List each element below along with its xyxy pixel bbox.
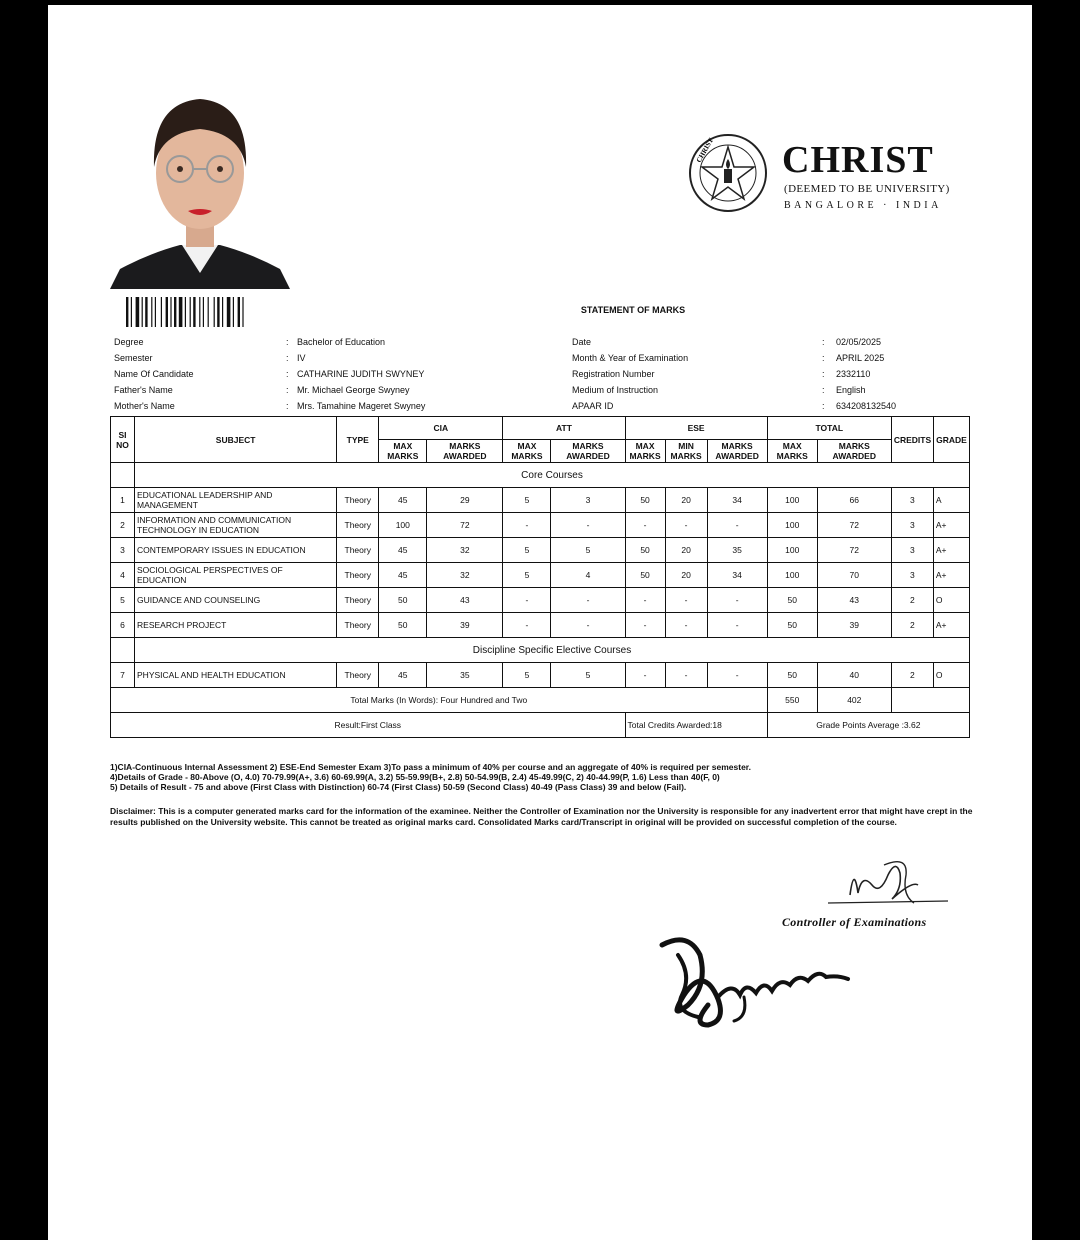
cell-tot-awd: 43 (817, 588, 891, 613)
category-label: Core Courses (135, 463, 970, 488)
cell-grade: A (933, 488, 969, 513)
cell-cia-awd: 39 (427, 613, 503, 638)
info-label: Registration Number (572, 369, 655, 379)
cell-subject: SOCIOLOGICAL PERSPECTIVES OF EDUCATION (135, 563, 337, 588)
cell-type: Theory (337, 513, 379, 538)
info-value: IV (297, 353, 306, 363)
cell-att-awd: - (551, 588, 625, 613)
cell-cia-max: 45 (379, 563, 427, 588)
cell-cia-awd: 29 (427, 488, 503, 513)
cell-ese-awd: - (707, 613, 767, 638)
cell-att-awd: 4 (551, 563, 625, 588)
info-value: 2332110 (836, 369, 871, 379)
cell-tot-awd: 72 (817, 538, 891, 563)
info-value: 02/05/2025 (836, 337, 882, 347)
cell-ese-min: 20 (665, 538, 707, 563)
info-label: Date (572, 337, 592, 347)
info-label: Father's Name (114, 385, 173, 395)
category-row (111, 463, 970, 488)
info-label: Semester (114, 353, 153, 363)
controller-label: Controller of Examinations (782, 915, 927, 929)
cell-att-awd: 5 (551, 663, 625, 688)
cell-ese-max: 50 (625, 538, 665, 563)
header-grade: GRADE (933, 417, 969, 463)
cell-no: 3 (111, 538, 135, 563)
cell-subject: PHYSICAL AND HEALTH EDUCATION (135, 663, 337, 688)
total-marks-words: Total Marks (In Words): Four Hundred and Two (111, 688, 768, 713)
table-header-row (111, 417, 970, 440)
seal-icon (688, 129, 768, 219)
marks-table (110, 416, 970, 738)
note-line: 1)CIA-Continuous Internal Assessment 2) ESE-End Semester Exam 3)To pass a minimum of 40% per course and an aggregate of 40% is required per semester. (110, 762, 751, 772)
cell-att-max: - (503, 513, 551, 538)
disclaimer: Disclaimer: This is a computer generated marks card for the information of the examinee. Neither the Controller of Examination nor the University is responsible for any inadvertent error that might have crept in the results published on the University website. This cannot be treated as original marks card. Consolidated Marks card/Transcript in original will be provided on successful completion of the course. (110, 806, 973, 827)
total-marks-awarded: 402 (817, 688, 891, 713)
cell-tot-max: 50 (767, 588, 817, 613)
table-row (111, 613, 970, 638)
university-location: BANGALORE · INDIA (784, 200, 942, 211)
cell-tot-awd: 40 (817, 663, 891, 688)
info-value: 634208132540 (836, 401, 897, 411)
info-value: Bachelor of Education (297, 337, 386, 347)
cell-type: Theory (337, 588, 379, 613)
empty-cell (891, 688, 969, 713)
separator-colon: : (822, 369, 825, 379)
separator-colon: : (286, 337, 289, 347)
table-row (111, 488, 970, 513)
info-label: Mother's Name (114, 401, 175, 411)
cell-att-max: 5 (503, 663, 551, 688)
separator-colon: : (286, 401, 289, 411)
cell-ese-awd: 34 (707, 563, 767, 588)
table-row (111, 513, 970, 538)
info-value: Mr. Michael George Swyney (297, 385, 410, 395)
cell-grade: A+ (933, 613, 969, 638)
cell-att-max: - (503, 613, 551, 638)
category-row (111, 638, 970, 663)
header-ese-max: MAX MARKS (625, 440, 665, 463)
header-ese: ESE (625, 417, 767, 440)
cell-no: 5 (111, 588, 135, 613)
cell-ese-min: 20 (665, 488, 707, 513)
university-name: CHRIST (782, 139, 934, 181)
table-row (111, 538, 970, 563)
cell-tot-awd: 72 (817, 513, 891, 538)
cell-att-awd: - (551, 613, 625, 638)
cell-type: Theory (337, 563, 379, 588)
cell-grade: A+ (933, 563, 969, 588)
header-cia-awarded: MARKS AWARDED (427, 440, 503, 463)
cell-tot-max: 100 (767, 488, 817, 513)
total-credits: Total Credits Awarded:18 (625, 713, 767, 738)
cell-cia-max: 50 (379, 613, 427, 638)
cell-credits: 3 (891, 563, 933, 588)
cell-att-max: 5 (503, 563, 551, 588)
header-total-awarded: MARKS AWARDED (817, 440, 891, 463)
total-max-marks: 550 (767, 688, 817, 713)
cell-tot-max: 50 (767, 613, 817, 638)
cell-tot-awd: 70 (817, 563, 891, 588)
info-label: Name Of Candidate (114, 369, 194, 379)
info-value: Mrs. Tamahine Mageret Swyney (297, 401, 426, 411)
cell-cia-max: 45 (379, 488, 427, 513)
cell-ese-min: - (665, 588, 707, 613)
cell-ese-min: - (665, 513, 707, 538)
cell-tot-max: 50 (767, 663, 817, 688)
cell-tot-max: 100 (767, 513, 817, 538)
university-subtitle: (DEEMED TO BE UNIVERSITY) (784, 183, 950, 195)
cell-ese-min: - (665, 663, 707, 688)
separator-colon: : (822, 337, 825, 347)
cell-subject: INFORMATION AND COMMUNICATION TECHNOLOGY IN EDUCATION (135, 513, 337, 538)
cell-att-max: 5 (503, 488, 551, 513)
cell-credits: 3 (891, 488, 933, 513)
university-logo (688, 127, 968, 223)
cell-tot-max: 100 (767, 538, 817, 563)
header-att: ATT (503, 417, 625, 440)
cell-no: 6 (111, 613, 135, 638)
cell-grade: O (933, 588, 969, 613)
info-label: Degree (114, 337, 144, 347)
cell-cia-awd: 72 (427, 513, 503, 538)
separator-colon: : (822, 385, 825, 395)
cell-cia-max: 50 (379, 588, 427, 613)
controller-signature (788, 855, 958, 915)
separator-colon: : (286, 369, 289, 379)
gpa: Grade Points Average :3.62 (767, 713, 969, 738)
cell-credits: 3 (891, 538, 933, 563)
cell-att-awd: - (551, 513, 625, 538)
cell-ese-max: 50 (625, 488, 665, 513)
handwritten-signature (648, 925, 868, 1035)
header-subject: SUBJECT (135, 417, 337, 463)
cell-subject: GUIDANCE AND COUNSELING (135, 588, 337, 613)
cell-att-max: 5 (503, 538, 551, 563)
category-label: Discipline Specific Elective Courses (135, 638, 970, 663)
cell-type: Theory (337, 663, 379, 688)
svg-text:CHRIST: CHRIST (694, 136, 716, 164)
cell-tot-awd: 39 (817, 613, 891, 638)
result-row (111, 713, 970, 738)
cell-ese-max: 50 (625, 563, 665, 588)
cell-ese-max: - (625, 588, 665, 613)
cell-credits: 2 (891, 613, 933, 638)
cell-cia-awd: 35 (427, 663, 503, 688)
info-label: Month & Year of Examination (572, 353, 689, 363)
header-cia-max: MAX MARKS (379, 440, 427, 463)
cell-ese-awd: - (707, 513, 767, 538)
header-att-max: MAX MARKS (503, 440, 551, 463)
cell-ese-max: - (625, 663, 665, 688)
table-row (111, 563, 970, 588)
cell-grade: O (933, 663, 969, 688)
info-label: APAAR ID (572, 401, 614, 411)
cell-ese-awd: 34 (707, 488, 767, 513)
header-att-awarded: MARKS AWARDED (551, 440, 625, 463)
cell-ese-awd: 35 (707, 538, 767, 563)
cell-ese-max: - (625, 613, 665, 638)
cell-cia-max: 100 (379, 513, 427, 538)
cell-grade: A+ (933, 538, 969, 563)
table-row (111, 588, 970, 613)
header-type: TYPE (337, 417, 379, 463)
header-si-no: SI NO (111, 417, 135, 463)
cell-no: 4 (111, 563, 135, 588)
info-label: Medium of Instruction (572, 385, 659, 395)
cell-ese-min: 20 (665, 563, 707, 588)
cell-att-awd: 5 (551, 538, 625, 563)
header-ese-awarded: MARKS AWARDED (707, 440, 767, 463)
cell-type: Theory (337, 538, 379, 563)
cell-no: 7 (111, 663, 135, 688)
notes (110, 762, 980, 792)
info-value: CATHARINE JUDITH SWYNEY (297, 369, 425, 379)
totals-row (111, 688, 970, 713)
cell-cia-awd: 32 (427, 563, 503, 588)
cell-credits: 2 (891, 663, 933, 688)
cell-tot-max: 100 (767, 563, 817, 588)
cell-tot-awd: 66 (817, 488, 891, 513)
candidate-photo (110, 73, 290, 289)
info-value: APRIL 2025 (836, 353, 885, 363)
cell-subject: RESEARCH PROJECT (135, 613, 337, 638)
cell-subject: CONTEMPORARY ISSUES IN EDUCATION (135, 538, 337, 563)
separator-colon: : (822, 353, 825, 363)
document-title: STATEMENT OF MARKS (580, 305, 686, 315)
cell-cia-max: 45 (379, 538, 427, 563)
cell-no: 2 (111, 513, 135, 538)
note-line: 5) Details of Result - 75 and above (First Class with Distinction) 60-74 (First Class) 50-59 (Second Class) 40-49 (Pass Class) 39 and below (Fail). (110, 782, 687, 792)
info-value: English (836, 385, 866, 395)
header-total: TOTAL (767, 417, 891, 440)
separator-colon: : (286, 353, 289, 363)
header-total-max: MAX MARKS (767, 440, 817, 463)
result-text: Result:First Class (111, 713, 626, 738)
cell-att-max: - (503, 588, 551, 613)
cell-credits: 2 (891, 588, 933, 613)
cell-ese-min: - (665, 613, 707, 638)
cell-cia-max: 45 (379, 663, 427, 688)
header-credits: CREDITS (891, 417, 933, 463)
cell-type: Theory (337, 613, 379, 638)
cell-cia-awd: 43 (427, 588, 503, 613)
table-row (111, 663, 970, 688)
marks-statement-page (48, 5, 1032, 1240)
cell-type: Theory (337, 488, 379, 513)
note-line: 4)Details of Grade - 80-Above (O, 4.0) 70-79.99(A+, 3.6) 60-69.99(A, 3.2) 55-59.99(B+, 2.8) 50-54.99(B, 2.4) 45-49.99(C, 2) 40-44.99(P, 1.6) Less than 40(F, 0) (110, 772, 720, 782)
header-cia: CIA (379, 417, 503, 440)
cell-cia-awd: 32 (427, 538, 503, 563)
cell-credits: 3 (891, 513, 933, 538)
cell-ese-awd: - (707, 588, 767, 613)
cell-grade: A+ (933, 513, 969, 538)
cell-no: 1 (111, 488, 135, 513)
cell-att-awd: 3 (551, 488, 625, 513)
cell-ese-max: - (625, 513, 665, 538)
cell-subject: EDUCATIONAL LEADERSHIP AND MANAGEMENT (135, 488, 337, 513)
separator-colon: : (286, 385, 289, 395)
header-ese-min: MIN MARKS (665, 440, 707, 463)
cell-ese-awd: - (707, 663, 767, 688)
separator-colon: : (822, 401, 825, 411)
